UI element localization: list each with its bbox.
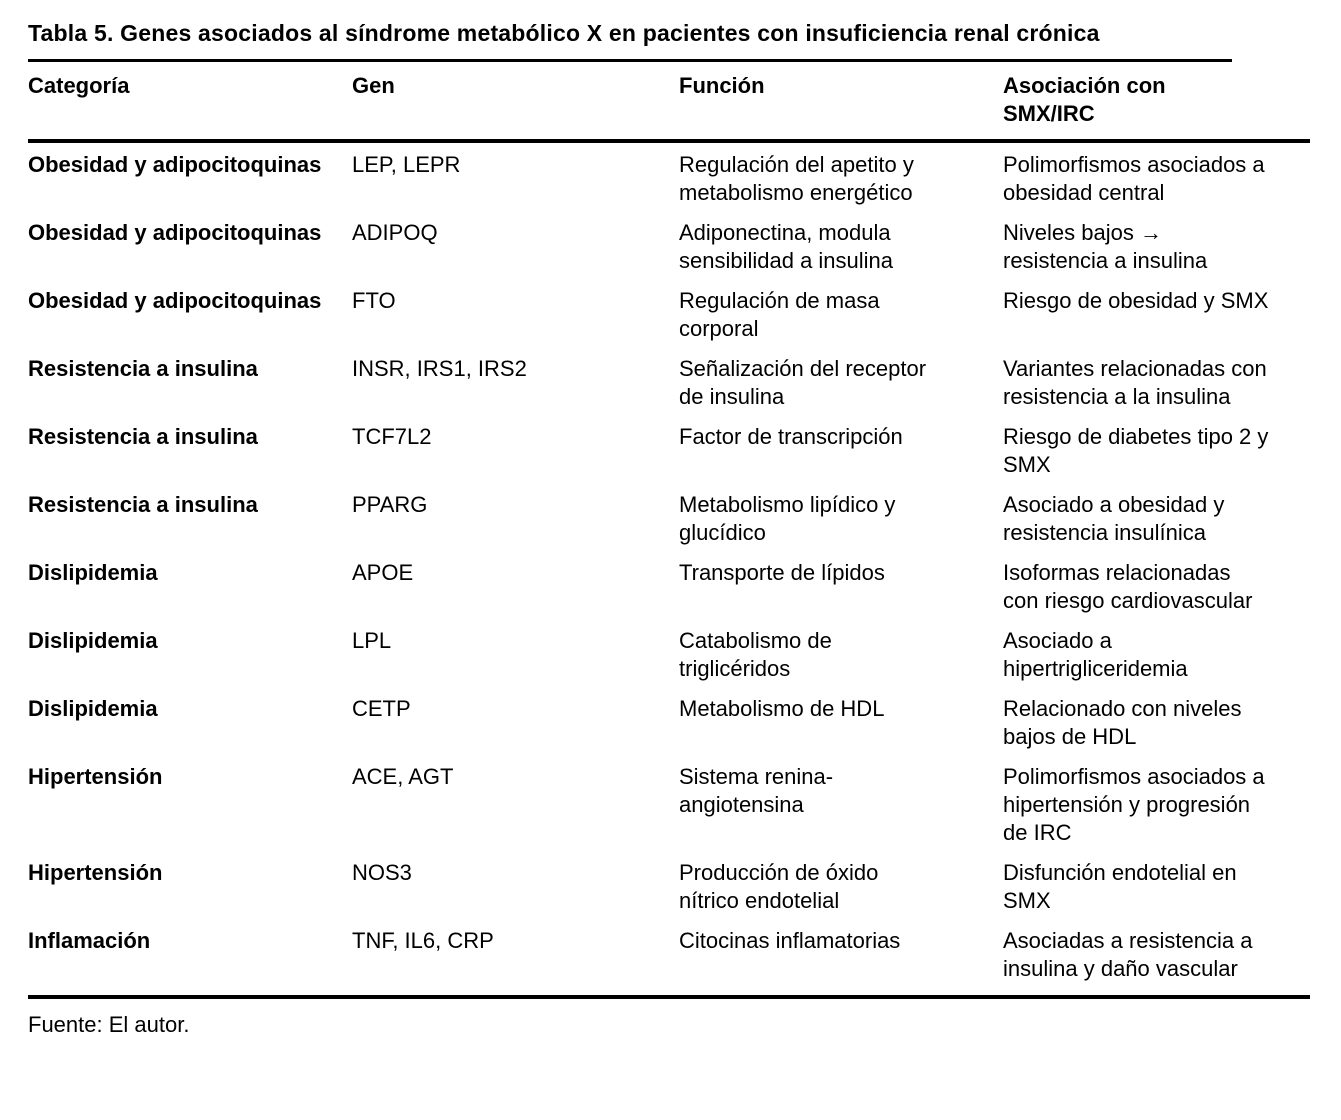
table-row xyxy=(28,763,1310,859)
table-row xyxy=(28,859,1310,927)
gene-cell: NOS3 xyxy=(352,860,412,885)
category-cell: Resistencia a insulina xyxy=(28,492,258,517)
function-cell: Factor de transcripción xyxy=(679,424,903,449)
association-cell: Variantes relacionadas con resistencia a la insulina xyxy=(1003,356,1267,409)
table-row xyxy=(28,287,1310,355)
association-cell: Isoformas relacionadas con riesgo cardiovascular xyxy=(1003,560,1253,613)
function-cell: Señalización del receptor de insulina xyxy=(679,356,927,409)
gene-cell: PPARG xyxy=(352,492,428,517)
association-cell: Asociado a obesidad y resistencia insulínica xyxy=(1003,492,1225,545)
association-cell: Polimorfismos asociados a hipertensión y progresión de IRC xyxy=(1003,764,1265,845)
column-header-asociacion: Asociación con SMX/IRC xyxy=(1003,73,1166,126)
table-row xyxy=(28,927,1310,995)
function-cell: Catabolismo de triglicéridos xyxy=(679,628,832,681)
table-row xyxy=(28,491,1310,559)
category-cell: Inflamación xyxy=(28,928,151,953)
function-cell: Citocinas inflamatorias xyxy=(679,928,901,953)
association-cell: Riesgo de diabetes tipo 2 y SMX xyxy=(1003,424,1269,477)
gene-cell: ACE, AGT xyxy=(352,764,454,789)
function-cell: Transporte de lípidos xyxy=(679,560,885,585)
gene-cell: FTO xyxy=(352,288,396,313)
column-header-funcion: Función xyxy=(679,73,765,98)
function-cell: Producción de óxido nítrico endotelial xyxy=(679,860,879,913)
category-cell: Resistencia a insulina xyxy=(28,356,258,381)
association-cell: Asociadas a resistencia a insulina y daño vascular xyxy=(1003,928,1253,981)
function-cell: Metabolismo de HDL xyxy=(679,696,885,721)
category-cell: Resistencia a insulina xyxy=(28,424,258,449)
function-cell: Adiponectina, modula sensibilidad a insulina xyxy=(679,220,894,273)
gene-cell: CETP xyxy=(352,696,411,721)
function-cell: Regulación de masa corporal xyxy=(679,288,880,341)
category-cell: Obesidad y adipocitoquinas xyxy=(28,288,322,313)
table-title: Tabla 5. Genes asociados al síndrome metabólico X en pacientes con insuficiencia renal crónica xyxy=(28,20,1100,46)
category-cell: Hipertensión xyxy=(28,764,163,789)
source-note: Fuente: El autor. xyxy=(28,1012,190,1037)
column-header-gen: Gen xyxy=(352,73,395,98)
association-cell: Niveles bajos → resistencia a insulina xyxy=(1003,220,1208,273)
table-header-row xyxy=(28,62,1310,139)
function-cell: Metabolismo lipídico y glucídico xyxy=(679,492,896,545)
table-row xyxy=(28,423,1310,491)
category-cell: Hipertensión xyxy=(28,860,163,885)
category-cell: Dislipidemia xyxy=(28,628,158,653)
gene-cell: TNF, IL6, CRP xyxy=(352,928,494,953)
function-cell: Regulación del apetito y metabolismo energético xyxy=(679,152,914,205)
table-row xyxy=(28,355,1310,423)
table-row xyxy=(28,219,1310,287)
gene-cell: INSR, IRS1, IRS2 xyxy=(352,356,527,381)
gene-cell: LEP, LEPR xyxy=(352,152,461,177)
category-cell: Dislipidemia xyxy=(28,560,158,585)
association-cell: Riesgo de obesidad y SMX xyxy=(1003,288,1269,313)
function-cell: Sistema renina-angiotensina xyxy=(679,764,834,817)
table-row xyxy=(28,559,1310,627)
gene-cell: APOE xyxy=(352,560,414,585)
table-body xyxy=(28,143,1341,995)
gene-cell: LPL xyxy=(352,628,392,653)
column-header-categoria: Categoría xyxy=(28,73,130,98)
gene-cell: ADIPOQ xyxy=(352,220,438,245)
table-row xyxy=(28,695,1310,763)
category-cell: Obesidad y adipocitoquinas xyxy=(28,220,322,245)
association-cell: Polimorfismos asociados a obesidad central xyxy=(1003,152,1265,205)
table-row xyxy=(28,151,1310,219)
category-cell: Obesidad y adipocitoquinas xyxy=(28,152,322,177)
association-cell: Relacionado con niveles bajos de HDL xyxy=(1003,696,1242,749)
gene-cell: TCF7L2 xyxy=(352,424,432,449)
association-cell: Asociado a hipertrigliceridemia xyxy=(1003,628,1188,681)
category-cell: Dislipidemia xyxy=(28,696,158,721)
table-row xyxy=(28,627,1310,695)
association-cell: Disfunción endotelial en SMX xyxy=(1003,860,1237,913)
